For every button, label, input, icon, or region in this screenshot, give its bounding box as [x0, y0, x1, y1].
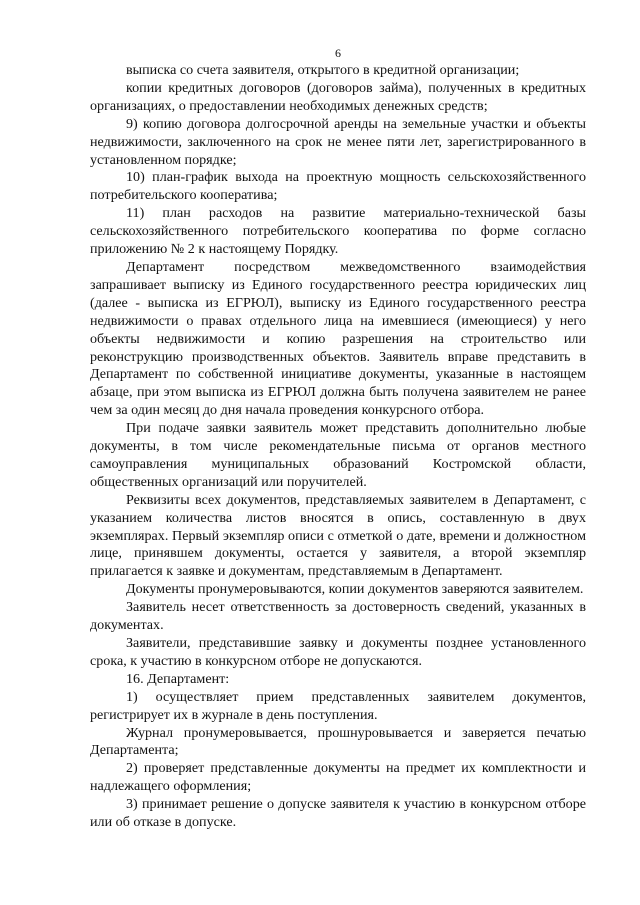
paragraph: 2) проверяет представленные документы на предмет их комплектности и надлежащего оформления; [90, 760, 586, 795]
paragraph: 1) осуществляет прием представленных заявителем документов, регистрирует их в журнале в день поступления. [90, 688, 586, 723]
paragraph: Заявитель несет ответственность за достоверность сведений, указанных в документах. [90, 599, 586, 634]
section-heading: 16. Департамент: [126, 670, 230, 687]
paragraph: выписка со счета заявителя, открытого в кредитной организации; [126, 62, 520, 78]
paragraph: 9) копию договора долгосрочной аренды на земельные участки и объекты недвижимости, заключенного на срок не менее пяти лет, зарегистрированного в установленном порядке; [90, 115, 586, 168]
paragraph: Департамент посредством межведомственного взаимодействия запрашивает выписку из Единого государственного реестра юридических лиц (далее - выписка из ЕГРЮЛ), выписку из Единого государственного реестра недвижимости о правах отдельного лица на имевшиеся (имеющиеся) у него объекты недвижимости и копию разрешения на строительство или реконструкцию производственных объектов. Заявитель вправе представить в Департамент по собственной инициативе документы, указанные в настоящем абзаце, при этом выписка из ЕГРЮЛ должна быть получена заявителем не ранее чем за один месяц до дня начала проведения конкурсного отбора. [90, 258, 586, 419]
paragraph: При подаче заявки заявитель может представить дополнительно любые документы, в том числе рекомендательные письма от органов местного самоуправления муниципальных образований Костромской области, общественных организаций или поручителей. [90, 420, 586, 490]
paragraph: 3) принимает решение о допуске заявителя к участию в конкурсном отборе или об отказе в допуске. [90, 796, 586, 831]
paragraph: Журнал пронумеровывается, прошнуровывается и заверяется печатью Департамента; [90, 724, 586, 759]
paragraph: копии кредитных договоров (договоров займа), полученных в кредитных организациях, о предоставлении необходимых денежных средств; [90, 79, 586, 114]
paragraph: Документы пронумеровываются, копии документов заверяются заявителем. [126, 581, 584, 598]
paragraph: Реквизиты всех документов, представляемых заявителем в Департамент, с указанием количества листов вносятся в опись, составленную в двух экземплярах. Первый экземпляр описи с отметкой о дате, времени и должностном лице, принявшем документы, остается у заявителя, а второй экземпляр прилагается к заявке и документам, представляемым в Департамент. [90, 491, 586, 580]
paragraph: 11) план расходов на развитие материально-технической базы сельскохозяйственного потребительского кооператива по форме согласно приложению № 2 к настоящему Порядку. [90, 205, 586, 258]
paragraph: 10) план-график выхода на проектную мощность сельскохозяйственного потребительского кооператива; [90, 169, 586, 204]
page-number: 6 [335, 46, 341, 60]
paragraph: Заявители, представившие заявку и документы позднее установленного срока, к участию в конкурсном отборе не допускаются. [90, 635, 586, 669]
